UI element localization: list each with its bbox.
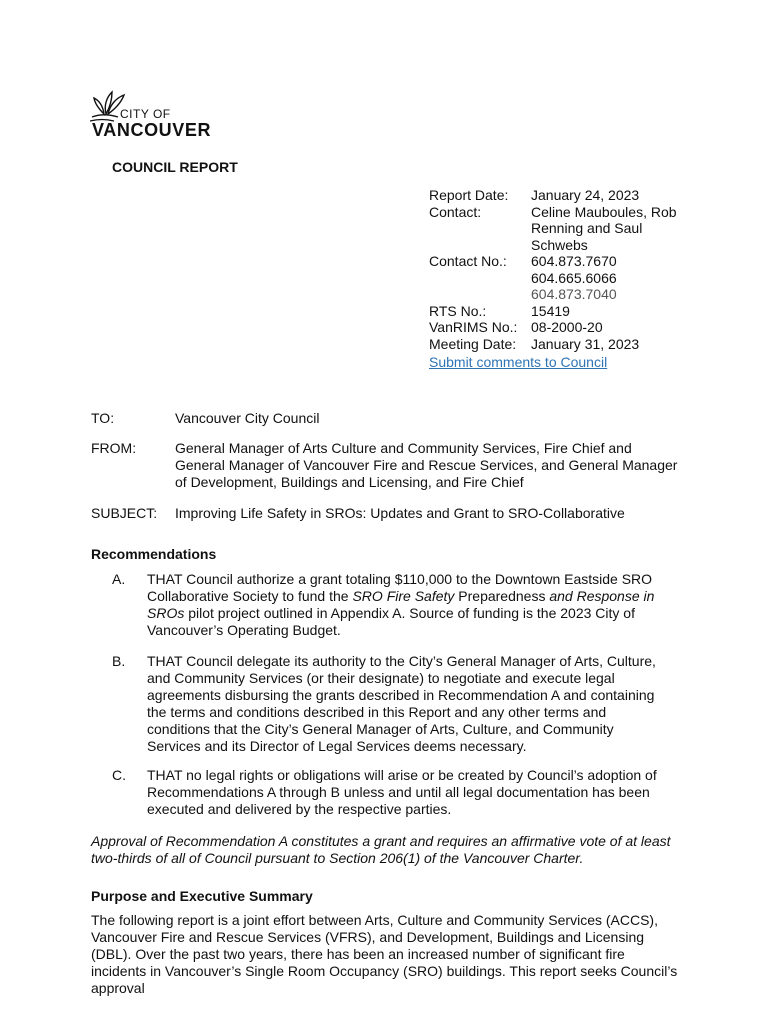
recommendation-letter: A.: [112, 571, 126, 587]
logo-vancouver-text: VANCOUVER: [92, 120, 212, 140]
meeting-date-value: January 31, 2023: [531, 335, 640, 352]
report-date-label: Report Date:: [429, 187, 509, 203]
purpose-heading: Purpose and Executive Summary: [91, 888, 313, 904]
contact-value: Celine Mauboules, Rob Renning and Saul Schwebs: [531, 203, 677, 253]
report-date-value: January 24, 2023: [531, 187, 640, 203]
to-label: TO:: [91, 410, 115, 426]
report-metadata: [429, 187, 681, 371]
contact-no-label: Contact No.:: [429, 253, 507, 269]
submit-comments-link[interactable]: Submit comments to Council: [429, 354, 608, 370]
to-value: Vancouver City Council: [175, 410, 320, 426]
subject-value: Improving Life Safety in SROs: Updates and Grant to SRO-Collaborative: [175, 505, 625, 521]
meeting-date-label: Meeting Date:: [429, 335, 517, 352]
rts-no-label: RTS No.:: [429, 302, 487, 319]
recommendation-a-text: THAT Council authorize a grant totaling $110,000 to the Downtown Eastside SRO Collaborative Society to fund the SRO Fire Safety Preparedness and Response in SROs pilot project outlined in Appendix A. Source of funding is the 2023 City of Vancouver’s Operating Budget.: [147, 571, 655, 638]
report-title: COUNCIL REPORT: [112, 159, 238, 175]
from-label: FROM:: [91, 440, 137, 456]
approval-note: Approval of Recommendation A constitutes a grant and requires an affirmative vote of at least two-thirds of all of Council pursuant to Section 206(1) of the Vancouver Charter.: [91, 833, 671, 866]
contact-no-value: 604.873.7670: [531, 253, 617, 269]
recommendation-letter: C.: [112, 767, 126, 783]
vanrims-no-label: VanRIMS No.:: [429, 319, 518, 335]
vanrims-no-value: 08-2000-20: [531, 319, 603, 335]
city-of-vancouver-logo: [90, 84, 230, 140]
from-value: General Manager of Arts Culture and Community Services, Fire Chief and General Manager of Vancouver Fire and Rescue Services, and General Manager of Development, Buildings and Licensing, and Fire Chief: [175, 440, 678, 490]
contact-label: Contact:: [429, 203, 482, 220]
contact-no-value: 604.665.6066: [531, 269, 617, 286]
logo-city-of-text: CITY OF: [120, 107, 171, 121]
subject-label: SUBJECT:: [91, 505, 158, 521]
recommendation-c-text: THAT no legal rights or obligations will arise or be created by Council’s adoption of Recommendations A through B unless and until all legal documentation has been executed and delivered by the respective parties.: [147, 767, 657, 817]
recommendation-letter: B.: [112, 653, 126, 669]
rts-no-value: 15419: [531, 302, 570, 319]
contact-no-value: 604.873.7040: [531, 286, 617, 302]
recommendation-b-text: THAT Council delegate its authority to the City’s General Manager of Arts, Culture, and Community Services (or their designate) to negotiate and execute legal agreements disbursing the grants described in Recommendation A and containing the terms and conditions described in this Report and any other terms and conditions that the City’s General Manager of Arts, Culture, and Community Services and its Director of Legal Services deems necessary.: [147, 653, 656, 754]
recommendations-heading: Recommendations: [91, 546, 217, 562]
purpose-text: The following report is a joint effort between Arts, Culture and Community Services (ACCS), Vancouver Fire and Rescue Services (VFRS), and Development, Buildings and Licensing (DBL). Over the past two years, there has been an increased number of significant fire incidents in Vancouver’s Single Room Occupancy (SRO) buildings. This report seeks Council’s approval: [91, 912, 678, 996]
